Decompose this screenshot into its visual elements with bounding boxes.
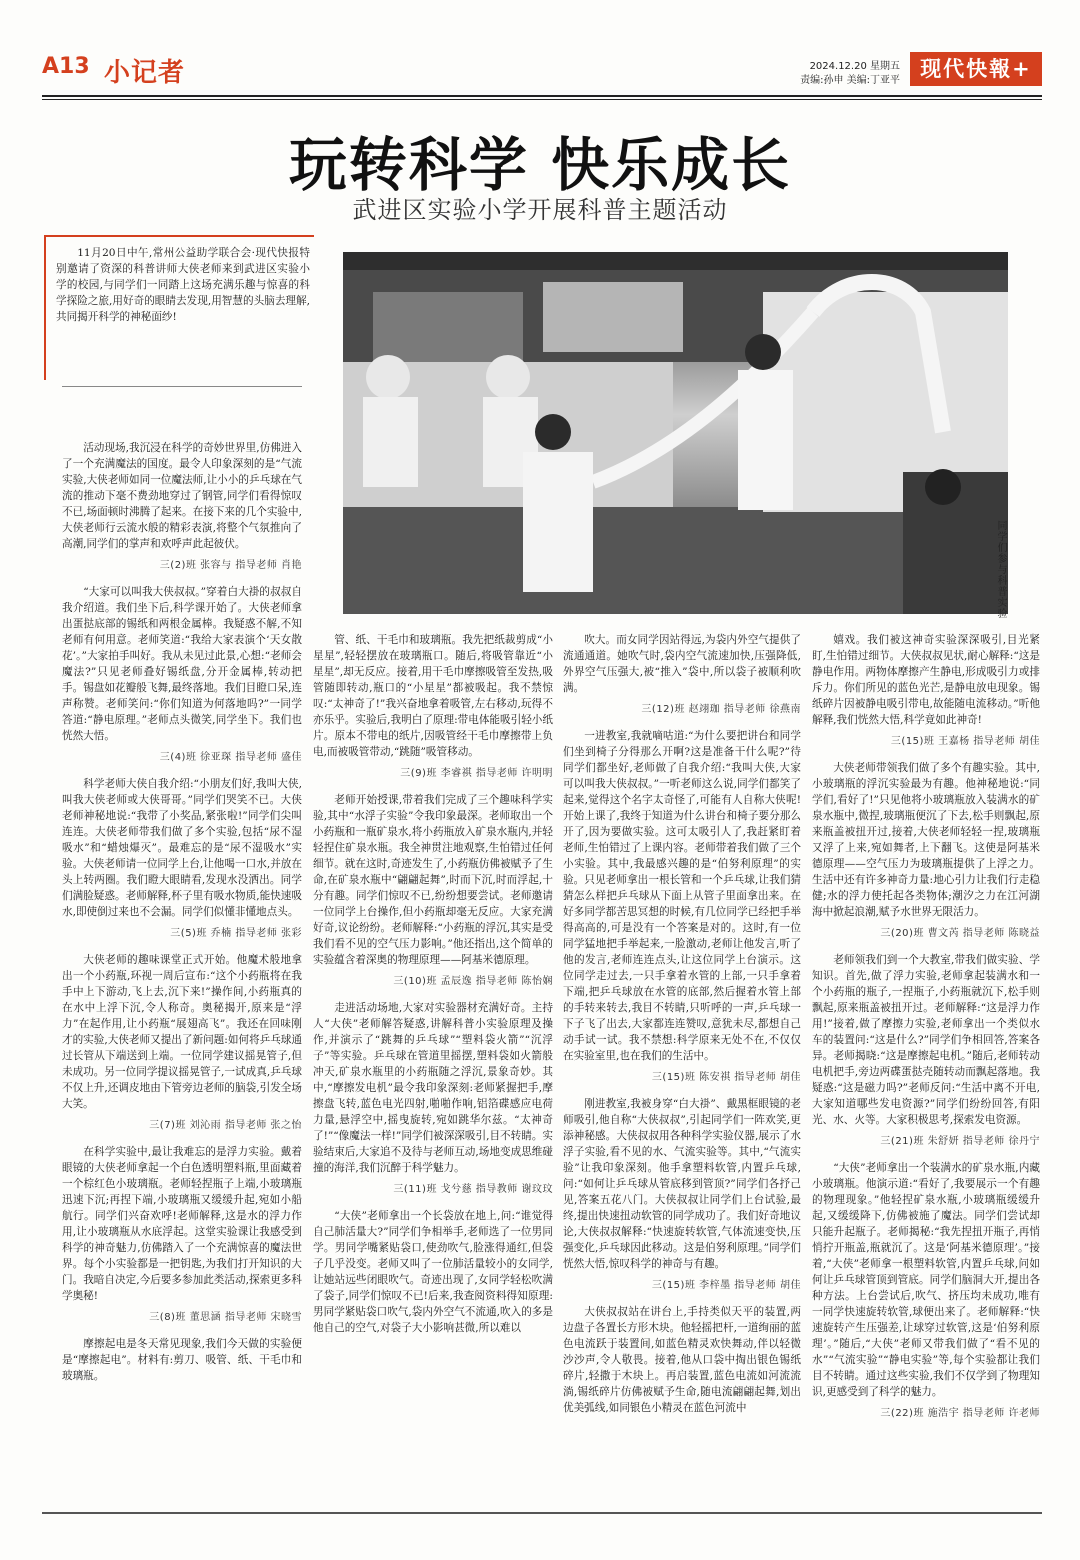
article-byline: 三(21)班 朱舒妍 指导老师 徐丹宁 xyxy=(880,1136,1040,1147)
issue-date: 2024.12.20 星期五 xyxy=(809,61,900,72)
article-byline: 三(15)班 陈安祺 指导老师 胡佳 xyxy=(651,1072,801,1083)
article-byline: 三(15)班 李梓墨 指导老师 胡佳 xyxy=(651,1280,801,1291)
article-paragraph: 嬉戏。我们被这神奇实验深深吸引,目光紧盯,生怕错过细节。大侠叔叔见状,耐心解释:“这是静电作用。两物体摩擦产生静电,形成吸引力或排斥力。你们所见的蓝色光芒,是静电放电现象。锡纸碎片因被静电吸引带电,故能随电流移动。”听他解释,我们恍然大悟,科学竟如此神奇! xyxy=(812,634,1040,726)
photo-caption: 同学们参与科普实验 xyxy=(995,520,1006,619)
article-paragraph: 一进教室,我就嘀咕道:“为什么要把讲台和同学们坐到椅子分得那么开啊?这是准备干什么呢?”待同学们都坐好,老师做了自我介绍:“我叫大侠,大家可以叫我大侠叔叔。”一听老师这么说,同学们都笑了起来,觉得这个名字太奇怪了,可能有人自称大侠呢!开始上课了,我终于知道为什么讲台和椅子要分那么开了,因为要做实验。这可太吸引人了,我赶紧盯着老师,生怕错过了上课内容。老师带着我们做了三个小实验。其中,我最感兴趣的是“伯努利原理”的实验。只见老师拿出一根长管和一个乒乓球,让我们猜猜怎么样把乒乓球从下面上从管子里面拿出来。在好多同学都苦思冥想的时候,有几位同学已经把手举得高高的,可是没有一个答案是对的。这时,有一位同学猛地把手举起来,一脸激动,老师让他发言,听了他的发言,老师连连点头,让这位同学上台演示。这位同学走过去,一只手拿着水管的上部,一只手拿着下端,把乒乓球放在水管的底部,然后握着水管上部的手转来转去,我目不转睛,只听呼的一声,乒乓球一下子飞了出去,大家都连连赞叹,意犹未尽,都想自己动手试一试。我不禁想:科学原来无处不在,不仅仅在实验室里,也在我们的生活中。 xyxy=(563,730,801,1062)
article-byline: 三(9)班 李睿祺 指导老师 许明明 xyxy=(400,768,553,779)
article-paragraph: 大侠叔叔站在讲台上,手持类似天平的装置,两边盘子各置长方形木块。他轻摇把杆,一道绚丽的蓝色电流跃于装置间,如蓝色精灵欢快舞动,伴以轻微沙沙声,令人敬畏。接着,他从口袋中掏出银色锡纸碎片,轻撒于木块上。再启装置,蓝色电流如河流流淌,锡纸碎片仿佛被赋予生命,随电流翩翩起舞,划出优美弧线,如同银色小精灵在蓝色河流中 xyxy=(563,1306,801,1414)
photo-illustration xyxy=(343,252,1008,614)
newspaper-logo: 现代快報+ xyxy=(910,52,1042,86)
article-paragraph: 大侠老师的趣味课堂正式开始。他魔术般地拿出一个小药瓶,环视一周后宣布:“这个小药瓶将在我手中上下游动,飞上去,沉下来!”操作间,小药瓶真的在水中上浮下沉,令人称奇。奥秘揭开,原来是“浮力”在起作用,让小药瓶“展翅高飞”。我还在回味刚才的实验,大侠老师又提出了新问题:如何将乒乓球通过长管从下端送到上端。一位同学建议摇晃管子,但未成功。另一位同学提议摇晃管子,一试成真,乒乓球不仅上升,还调皮地由下管旁边老师的脑袋,引发全场大笑。 xyxy=(62,954,302,1110)
headline: 玩转科学 快乐成长 xyxy=(288,131,792,199)
article-paragraph: “大家可以叫我大侠叔叔。”穿着白大褂的叔叔自我介绍道。我们坐下后,科学课开始了。大侠老师拿出蛋挞底部的锡纸和两根金属棒。我疑惑不解,不知老师有何用意。老师笑道:“我给大家表演个‘天女散花’。”大家拍手叫好。我从未见过此景,心想:“老师会魔法?”只见老师叠好锡纸盘,分开金属棒,转动把手。锡盘如花瓣般飞舞,最终落地。我们目瞪口呆,连声称赞。老师笑问:“你们知道为何落地吗?”一同学答道:“静电原理。”老师点头微笑,同学坐下。我们也恍然大悟。 xyxy=(62,586,302,742)
column-4 xyxy=(812,632,1040,1510)
intro-divider xyxy=(62,386,302,387)
article-byline: 三(8)班 董思涵 指导老师 宋晓雪 xyxy=(149,1312,302,1323)
article-byline: 三(11)班 戈兮慈 指导教师 谢玟玟 xyxy=(393,1184,553,1195)
article-paragraph: 老师开始授课,带着我们完成了三个趣味科学实验,其中“水浮子实验”令我印象最深。老师取出一个小药瓶和一瓶矿泉水,将小药瓶放入矿泉水瓶内,并轻轻捏住矿泉水瓶。我全神贯注地观察,生怕错过任何细节。就在这时,奇迹发生了,小药瓶仿佛被赋予了生命,在矿泉水瓶中“翩翩起舞”,时而下沉,时而浮起,十分有趣。同学们惊叹不已,纷纷想要尝试。老师邀请一位同学上台操作,但小药瓶却毫无反应。大家充满好奇,议论纷纷。老师解释:“小药瓶的浮沉,其实是受我们看不见的空气压力影响。”他还指出,这个简单的实验蕴含着深奥的物理原理——阿基米德原理。 xyxy=(313,794,553,966)
article-byline: 三(12)班 赵翊珈 指导老师 徐燕南 xyxy=(641,704,801,715)
article-byline: 三(2)班 张容与 指导老师 肖艳 xyxy=(159,560,302,571)
article-paragraph: 管、纸、干毛巾和玻璃瓶。我先把纸裁剪成“小星星”,轻轻摆放在玻璃瓶口。随后,将吸管靠近“小星星”,却无反应。接着,用干毛巾摩擦吸管至发热,吸管随即转动,瓶口的“小星星”都被吸起。我不禁惊叹:“太神奇了!”我兴奋地拿着吸管,左右移动,玩得不亦乐乎。实验后,我明白了原理:带电体能吸引轻小纸片。原本不带电的纸片,因吸管经干毛巾摩擦带上负电,而被吸管带动,“跳随”吸管移动。 xyxy=(313,634,553,758)
article-paragraph: 摩擦起电是冬天常见现象,我们今天做的实验便是“摩擦起电”。材料有:剪刀、吸管、纸、干毛巾和玻璃瓶。 xyxy=(62,1338,302,1382)
article-byline: 三(15)班 王嘉杨 指导老师 胡佳 xyxy=(890,736,1040,747)
editor-credits: 责编:孙申 美编:丁亚平 xyxy=(800,75,900,86)
article-paragraph: 在科学实验中,最让我难忘的是浮力实验。戴着眼镜的大侠老师拿起一个白色透明塑料瓶,里面藏着一个棕红色小玻璃瓶。老师轻捏瓶子上端,小玻璃瓶迅速下沉;再捏下端,小玻璃瓶又缓缓升起,宛如小船航行。同学们兴奋欢呼!老师解释,这是水的浮力作用,让小玻璃瓶从水底浮起。这堂实验课让我感受到科学的神奇魅力,仿佛踏入了一个充满惊喜的魔法世界。每个小实验都是一把钥匙,为我们打开知识的大门。我暗自决定,今后要多参加此类活动,探索更多科学奥秘! xyxy=(62,1146,302,1302)
article-paragraph: “大侠”老师拿出一个长袋放在地上,问:“谁觉得自己肺活量大?”同学们争相举手,老师选了一位男同学。男同学嘴紧贴袋口,使劲吹气,脸涨得通红,但袋子几乎没变。老师又叫了一位肺活量较小的女同学,让她站远些闭眼吹气。奇迹出现了,女同学轻松吹满了袋子,同学们惊叹不已!后来,我查阅资料得知原理:男同学紧贴袋口吹气,袋内外空气不流通,吹入的多是他自己的空气,对袋子大小影响甚微,所以难以 xyxy=(313,1210,553,1334)
article-byline: 三(22)班 施浩宇 指导老师 许老师 xyxy=(880,1408,1040,1419)
article-paragraph: 吹大。而女同学因站得远,为袋内外空气提供了流通通道。她吹气时,袋内空气流速加快,压强降低,外界空气压强大,被“推入”袋中,所以袋子被顺利吹满。 xyxy=(563,634,801,694)
article-paragraph: 大侠老师带领我们做了多个有趣实验。其中,小玻璃瓶的浮沉实验最为有趣。他神秘地说:“同学们,看好了!”只见他将小玻璃瓶放入装满水的矿泉水瓶中,微捏,玻璃瓶便沉了下去,松手则飘起,原来瓶盖被扭开过,接着,大侠老师轻轻一捏,玻璃瓶又浮了上来,宛如舞者,上下翻飞。这使是阿基米德原理——空气压力为玻璃瓶提供了上浮之力。生活中还有许多神奇力量:地心引力让我们行走稳健;水的浮力使托起各类物体;潮汐之力在江河湖海中掀起浪潮,赋予水世界无限活力。 xyxy=(812,762,1040,918)
header-rule xyxy=(42,95,1042,97)
column-2 xyxy=(313,632,553,1510)
activity-photo xyxy=(343,252,1008,614)
article-paragraph: 科学老师大侠自我介绍:“小朋友们好,我叫大侠,叫我大侠老师或大侠哥哥。”同学们哭笑不已。大侠老师神秘地说:“我带了小奖品,紧张啦!”同学们尖叫连连。大侠老师带我们做了多个实验,包括“尿不湿吸水”和“蜡烛爆灭”。最难忘的是“尿不湿吸水”实验。大侠老师请一位同学上台,让他喝一口水,并放在头上转两圈。我们瞪大眼睛看,发现水没洒出。同学们满脸疑惑。老师解释,杯子里有吸水物质,能快速吸水,即使倒过来也不会漏。同学们似懂非懂地点头。 xyxy=(62,778,302,918)
section-title: 小记者 xyxy=(104,58,186,88)
article-paragraph: 活动现场,我沉浸在科学的奇妙世界里,仿佛进入了一个充满魔法的国度。最令人印象深刻的是“气流实验,大侠老师如同一位魔法师,让小小的乒乓球在气流的推动下毫不费劲地穿过了钢管,同学们看得惊叹不已,场面顿时沸腾了起来。在接下来的几个实验中,大侠老师行云流水般的精彩表演,将整个气氛推向了高潮,同学们的掌声和欢呼声此起彼伏。 xyxy=(62,442,302,550)
article-paragraph: “大侠”老师拿出一个装满水的矿泉水瓶,内藏小玻璃瓶。他演示道:“看好了,我要展示一个有趣的物理现象。”他轻捏矿泉水瓶,小玻璃瓶缓缓升起,又缓缓降下,仿佛被施了魔法。同学们尝试却只能升起瓶子。老师揭秘:“我先捏扭开瓶子,再悄悄拧开瓶盖,瓶就沉了。这是‘阿基米德原理’。”接着,“大侠”老师拿一根塑料软管,内置乒乓球,问如何让乒乓球管顶到管底。同学们脑洞大开,提出各种方法。上台尝试后,吹气、挤压均未成功,唯有一同学快速旋转软管,球便出来了。老师解释:“快速旋转产生压强差,让球穿过软管,这是‘伯努利原理’。”随后,“大侠”老师又带我们做了“看不见的水”“气流实验”“静电实验”等,每个实验都让我们目不转睛。通过这些实验,我们不仅学到了物理知识,更感受到了科学的魅力。 xyxy=(812,1162,1040,1398)
article-byline: 三(7)班 刘沁雨 指导老师 张之怡 xyxy=(149,1120,302,1131)
article-byline: 三(20)班 曹文芮 指导老师 陈晓益 xyxy=(880,928,1040,939)
header-rule-thin xyxy=(42,99,1042,100)
article-byline: 三(5)班 乔楠 指导老师 张彩 xyxy=(170,928,302,939)
article-byline: 三(10)班 孟辰逸 指导老师 陈怡娴 xyxy=(393,976,553,987)
intro-text: 11月20日中午,常州公益助学联合会·现代快报特别邀请了资深的科普讲师大侠老师来到武进区实验小学的校园,与同学们一同踏上这场充满乐趣与惊喜的科学探险之旅,用好奇的眼睛去发现,用智慧的头脑去理解,共同揭开科学的神秘面纱! xyxy=(56,247,310,323)
intro-box xyxy=(44,235,314,380)
article-paragraph: 刚进教室,我被身穿“白大褂”、戴黑框眼镜的老师吸引,他自称“大侠叔叔”,引起同学们一阵欢笑,更添神秘感。大侠叔叔用各种科学实验仪器,展示了水浮子实验,看不见的水、气流实验等。其中,“气流实验”让我印象深刻。他手拿塑料软管,内置乒乓球,问:“如何让乒乓球从管底移到管顶?”同学们各抒己见,答案五花八门。大侠叔叔让同学们上台试验,最终,提出快速扭动软管的同学成功了。我们好奇地议论,大侠叔叔解释:“快速旋转软管,气体流速变快,压强变化,乒乓球因此移动。这是伯努利原理。”同学们恍然大悟,惊叹科学的神奇与有趣。 xyxy=(563,1098,801,1270)
article-byline: 三(4)班 徐亚琛 指导老师 盛佳 xyxy=(159,752,302,763)
subheadline: 武进区实验小学开展科普主题活动 xyxy=(352,196,728,224)
article-paragraph: 老师领我们到一个大教室,带我们做实验、学知识。首先,做了浮力实验,老师拿起装满水和一个小药瓶的瓶子,一捏瓶子,小药瓶就沉下,松手则飘起,原来瓶盖被扭开过。老师解释:“这是浮力作用!”接着,做了摩擦力实验,老师拿出一个类似水车的装置问:“这是什么?”同学们争相回答,答案各异。老师揭晓:“这是摩擦起电机。”随后,老师转动电机把手,旁边两碟蛋挞壳随转动而飘起落地。我疑惑:“这是磁力吗?”老师反问:“生活中离不开电,大家知道哪些发电资源?”同学们纷纷回答,有阳光、水、火等。大家积极思考,探索发电资源。 xyxy=(812,954,1040,1126)
footer-rule xyxy=(42,1512,1042,1514)
article-paragraph: 走进活动场地,大家对实验器材充满好奇。主持人“大侠”老师解答疑惑,讲解科普小实验原理及操作,并演示了“跳舞的乒乓球”“塑料袋火箭”“沉浮子”等实验。乒乓球在管道里摇摆,塑料袋如火箭般冲天,矿泉水瓶里的小药瓶随之浮沉,景象奇妙。其中,“摩擦发电机”最令我印象深刻:老师紧握把手,摩擦盘飞转,蓝色电光四射,啪啪作响,铝箔碟感应电荷力量,悬浮空中,摇曳旋转,宛如跳华尔兹。“太神奇了!”“像魔法一样!”同学们被深深吸引,目不转睛。实验结束后,大家追不及待与老师互动,场地变成思维碰撞的海洋,我们沉醉于科学魅力。 xyxy=(313,1002,553,1174)
column-3 xyxy=(563,632,801,1510)
page-number: A13 xyxy=(42,54,90,79)
page-header xyxy=(42,52,1042,92)
column-1 xyxy=(62,440,302,1510)
